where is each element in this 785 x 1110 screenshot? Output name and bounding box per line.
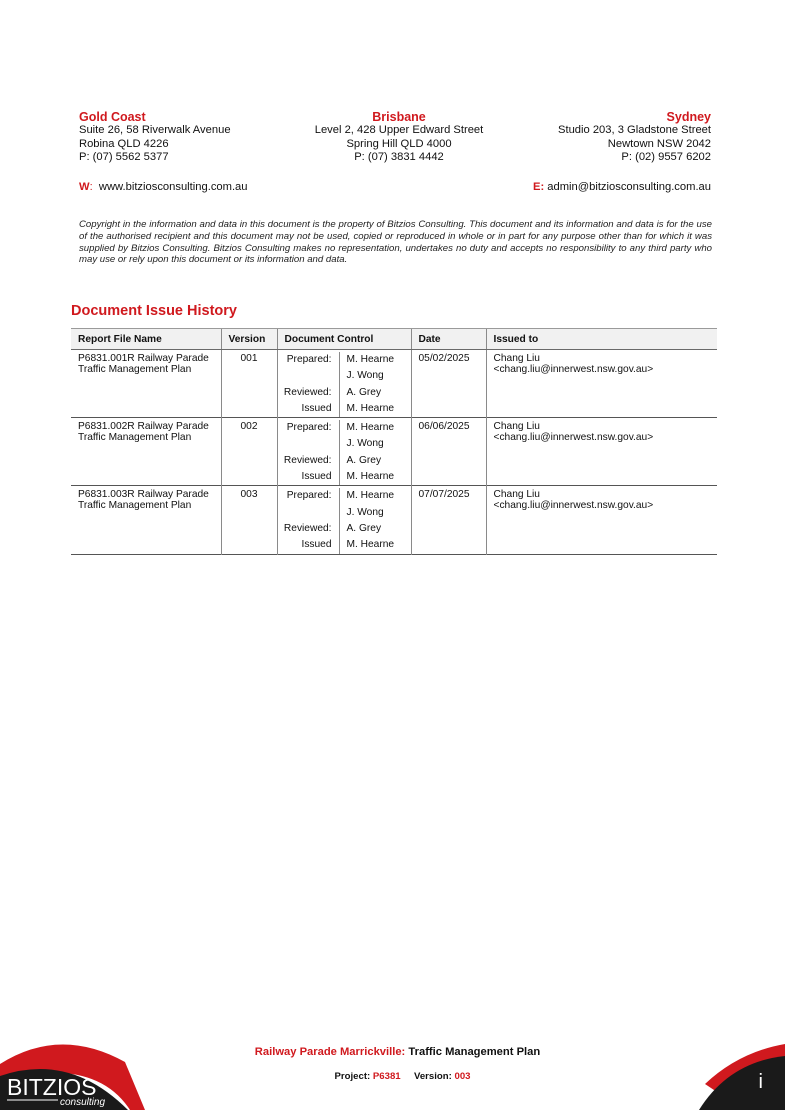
website-key: W xyxy=(79,181,90,193)
control-role: Issued xyxy=(301,539,332,551)
footer-project-label: Project: xyxy=(334,1071,371,1082)
issued-to-email: <chang.liu@innerwest.nsw.gov.au> xyxy=(493,364,654,375)
office-address-line2: Robina QLD 4226 xyxy=(79,137,169,150)
version: 002 xyxy=(221,418,277,486)
office-brisbane xyxy=(309,110,489,165)
footer-title-location: Railway Parade Marrickville: xyxy=(254,1046,406,1058)
control-name: M. Hearne xyxy=(339,488,411,504)
office-city: Gold Coast xyxy=(79,110,146,124)
control-name: J. Wong xyxy=(339,505,411,521)
control-role xyxy=(278,505,340,521)
office-city: Sydney xyxy=(666,110,711,124)
control-name: J. Wong xyxy=(339,368,411,384)
issue-date: 05/02/2025 xyxy=(411,350,486,418)
header-date: Date xyxy=(411,329,486,350)
issue-date: 07/07/2025 xyxy=(411,486,486,554)
website-separator: : xyxy=(89,181,93,193)
table-header-row xyxy=(71,329,717,350)
version: 001 xyxy=(221,350,277,418)
website-link[interactable]: www.bitziosconsulting.com.au xyxy=(98,181,248,193)
footer-title-name: Traffic Management Plan xyxy=(408,1046,541,1058)
header-version: Version xyxy=(221,329,277,350)
office-address-line1: Suite 26, 58 Riverwalk Avenue xyxy=(79,124,231,136)
document-issue-history-table xyxy=(71,328,717,555)
document-control xyxy=(277,486,411,554)
header-document-control: Document Control xyxy=(277,329,411,350)
footer-project-value: P6381 xyxy=(372,1071,401,1082)
control-name: A. Grey xyxy=(339,453,411,469)
control-role: Reviewed: xyxy=(283,522,332,534)
report-file-name: P6831.003R Railway Parade Traffic Management Plan xyxy=(78,489,209,512)
control-name: M. Hearne xyxy=(339,469,411,485)
control-name: A. Grey xyxy=(339,521,411,537)
header-report-file-name: Report File Name xyxy=(71,329,221,350)
control-role: Issued xyxy=(301,402,332,414)
control-role xyxy=(278,368,340,384)
control-name: M. Hearne xyxy=(339,401,411,417)
version: 003 xyxy=(221,486,277,554)
office-phone: P: (07) 3831 4442 xyxy=(354,151,444,163)
office-phone: P: (07) 5562 5377 xyxy=(79,151,169,163)
website-contact xyxy=(79,181,248,193)
issued-to-email: <chang.liu@innerwest.nsw.gov.au> xyxy=(493,500,654,512)
office-city: Brisbane xyxy=(372,110,426,124)
control-name: A. Grey xyxy=(339,385,411,401)
control-name: M. Hearne xyxy=(339,537,411,553)
office-address-line1: Level 2, 428 Upper Edward Street xyxy=(314,124,484,136)
office-gold-coast xyxy=(79,110,231,165)
issued-to xyxy=(486,350,717,418)
control-name: M. Hearne xyxy=(339,420,411,436)
email-link[interactable]: admin@bitziosconsulting.com.au xyxy=(547,181,711,193)
control-role: Reviewed: xyxy=(283,454,332,466)
logo-tagline: consulting xyxy=(60,1097,106,1108)
header-issued-to: Issued to xyxy=(486,329,717,350)
issued-to xyxy=(486,486,717,554)
office-address-line2: Newtown NSW 2042 xyxy=(607,137,711,150)
table-row xyxy=(71,418,717,486)
email-contact xyxy=(533,181,711,193)
control-role: Reviewed: xyxy=(283,386,332,398)
bitzios-logo xyxy=(0,1034,145,1110)
report-file-name: P6831.001R Railway Parade Traffic Management Plan xyxy=(78,353,209,375)
control-role: Issued xyxy=(301,471,332,483)
issued-to-name: Chang Liu xyxy=(493,353,540,364)
document-control xyxy=(277,350,411,418)
control-role: Prepared: xyxy=(286,490,332,502)
logo-wordmark: BITZIOS xyxy=(7,1074,97,1100)
section-title: Document Issue History xyxy=(71,303,237,319)
table-row xyxy=(71,486,717,554)
control-role xyxy=(278,436,340,452)
control-role: Prepared: xyxy=(286,422,332,434)
office-address-line1: Studio 203, 3 Gladstone Street xyxy=(558,124,711,136)
issue-date: 06/06/2025 xyxy=(411,418,486,486)
office-address-line2: Spring Hill QLD 4000 xyxy=(346,137,452,150)
footer-version-label: Version: xyxy=(413,1071,452,1082)
office-phone: P: (02) 9557 6202 xyxy=(621,151,711,163)
control-name: J. Wong xyxy=(339,436,411,452)
footer-version-value: 003 xyxy=(454,1071,471,1082)
report-file-name: P6831.002R Railway Parade Traffic Management Plan xyxy=(78,421,209,444)
control-name: M. Hearne xyxy=(339,352,411,368)
email-key: E: xyxy=(532,181,545,193)
issued-to-email: <chang.liu@innerwest.nsw.gov.au> xyxy=(493,432,654,444)
page-corner-badge xyxy=(699,1044,785,1110)
document-control xyxy=(277,418,411,486)
issued-to-name: Chang Liu xyxy=(493,489,540,501)
copyright-notice: Copyright in the information and data in this document is the property of Bitzios Consulting. This document and its information and data is for the use of the authorised recipient and this document may not be used, copied or reproduced in whole or in part for any purpose other than for which it was supplied by Bitzios Consulting. Bitzios Consulting makes no representation, undertakes no duty and accepts no responsibility to any third party who may use or rely upon this document or its information and data. xyxy=(79,219,712,266)
issued-to-name: Chang Liu xyxy=(493,421,540,433)
page-number: i xyxy=(758,1071,763,1093)
office-sydney xyxy=(558,110,711,165)
control-role: Prepared: xyxy=(286,354,332,365)
issued-to xyxy=(486,418,717,486)
table-row xyxy=(71,350,717,418)
